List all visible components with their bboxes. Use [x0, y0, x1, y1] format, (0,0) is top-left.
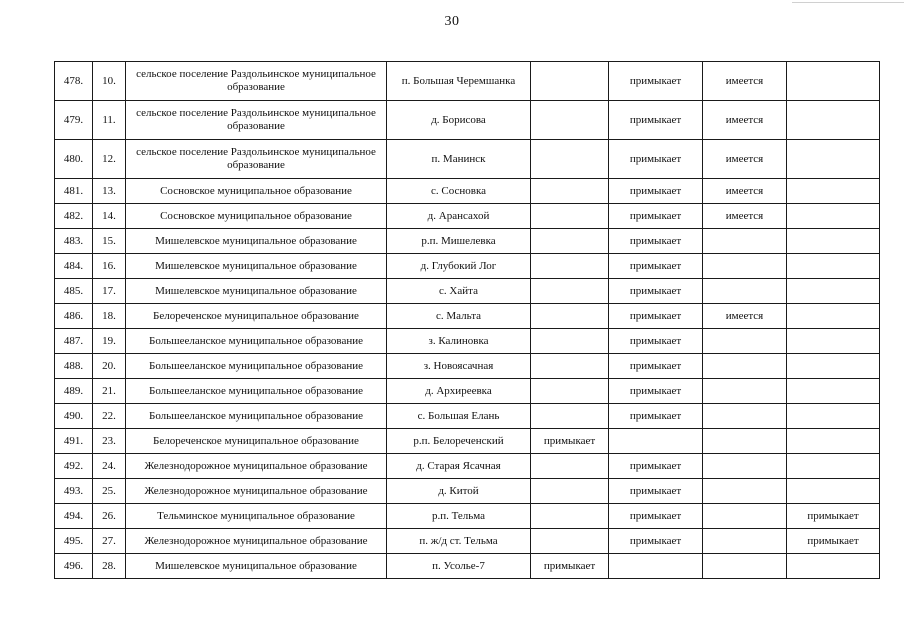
table-row — [55, 179, 880, 204]
settlement-cell: с. Мальта — [387, 304, 531, 329]
sub-number-cell: 17. — [93, 279, 126, 304]
availability-cell — [703, 354, 787, 379]
settlement-cell: с. Сосновка — [387, 179, 531, 204]
table-row — [55, 304, 880, 329]
adjacency-column-d-cell — [787, 554, 880, 579]
settlement-cell: п. Усолье-7 — [387, 554, 531, 579]
table-body — [55, 62, 880, 579]
row-number-cell: 478. — [55, 62, 93, 101]
adjacency-column-a-cell: примыкает — [531, 429, 609, 454]
table-row — [55, 204, 880, 229]
table-row — [55, 354, 880, 379]
sub-number-cell: 28. — [93, 554, 126, 579]
row-number-cell: 486. — [55, 304, 93, 329]
settlement-cell: п. Большая Черемшанка — [387, 62, 531, 101]
adjacency-column-b-cell: примыкает — [609, 254, 703, 279]
adjacency-column-a-cell — [531, 204, 609, 229]
row-number-cell: 481. — [55, 179, 93, 204]
adjacency-column-a-cell — [531, 254, 609, 279]
adjacency-column-b-cell: примыкает — [609, 379, 703, 404]
adjacency-column-a-cell — [531, 229, 609, 254]
sub-number-cell: 11. — [93, 101, 126, 140]
adjacency-column-b-cell — [609, 554, 703, 579]
municipality-cell: Большееланское муниципальное образование — [126, 404, 387, 429]
table-row — [55, 504, 880, 529]
sub-number-cell: 18. — [93, 304, 126, 329]
adjacency-column-d-cell — [787, 179, 880, 204]
adjacency-column-b-cell: примыкает — [609, 140, 703, 179]
adjacency-column-a-cell — [531, 379, 609, 404]
sub-number-cell: 13. — [93, 179, 126, 204]
adjacency-column-b-cell: примыкает — [609, 204, 703, 229]
scan-artifact — [792, 2, 904, 3]
adjacency-column-d-cell — [787, 279, 880, 304]
municipality-cell: Сосновское муниципальное образование — [126, 179, 387, 204]
sub-number-cell: 19. — [93, 329, 126, 354]
settlement-cell: р.п. Мишелевка — [387, 229, 531, 254]
municipality-cell: Большееланское муниципальное образование — [126, 379, 387, 404]
row-number-cell: 496. — [55, 554, 93, 579]
adjacency-column-a-cell — [531, 140, 609, 179]
row-number-cell: 490. — [55, 404, 93, 429]
sub-number-cell: 12. — [93, 140, 126, 179]
row-number-cell: 484. — [55, 254, 93, 279]
adjacency-column-a-cell — [531, 279, 609, 304]
municipality-cell: Железнодорожное муниципальное образование — [126, 454, 387, 479]
availability-cell — [703, 279, 787, 304]
adjacency-column-a-cell — [531, 504, 609, 529]
adjacency-column-b-cell: примыкает — [609, 304, 703, 329]
sub-number-cell: 20. — [93, 354, 126, 379]
table-row — [55, 554, 880, 579]
availability-cell — [703, 454, 787, 479]
settlement-cell: д. Старая Ясачная — [387, 454, 531, 479]
municipality-cell: Большееланское муниципальное образование — [126, 354, 387, 379]
availability-cell — [703, 529, 787, 554]
adjacency-column-d-cell — [787, 329, 880, 354]
table-row — [55, 140, 880, 179]
municipality-cell: Железнодорожное муниципальное образование — [126, 529, 387, 554]
municipality-cell: Мишелевское муниципальное образование — [126, 254, 387, 279]
adjacency-column-d-cell — [787, 454, 880, 479]
availability-cell: имеется — [703, 62, 787, 101]
table-row — [55, 329, 880, 354]
settlement-cell: с. Хайта — [387, 279, 531, 304]
adjacency-column-a-cell — [531, 101, 609, 140]
availability-cell: имеется — [703, 204, 787, 229]
adjacency-column-d-cell — [787, 304, 880, 329]
row-number-cell: 479. — [55, 101, 93, 140]
municipality-cell: сельское поселение Раздольинское муниципальное образование — [126, 62, 387, 101]
settlement-cell: д. Арансахой — [387, 204, 531, 229]
row-number-cell: 483. — [55, 229, 93, 254]
row-number-cell: 495. — [55, 529, 93, 554]
row-number-cell: 489. — [55, 379, 93, 404]
table-row — [55, 379, 880, 404]
table-row — [55, 429, 880, 454]
availability-cell — [703, 229, 787, 254]
settlement-cell: р.п. Тельма — [387, 504, 531, 529]
sub-number-cell: 25. — [93, 479, 126, 504]
row-number-cell: 488. — [55, 354, 93, 379]
settlement-cell: д. Китой — [387, 479, 531, 504]
availability-cell — [703, 554, 787, 579]
row-number-cell: 487. — [55, 329, 93, 354]
table-row — [55, 404, 880, 429]
adjacency-column-b-cell — [609, 429, 703, 454]
adjacency-column-d-cell — [787, 379, 880, 404]
adjacency-column-b-cell: примыкает — [609, 279, 703, 304]
availability-cell — [703, 329, 787, 354]
adjacency-column-d-cell — [787, 479, 880, 504]
table-row — [55, 254, 880, 279]
municipality-cell: сельское поселение Раздольинское муниципальное образование — [126, 101, 387, 140]
sub-number-cell: 10. — [93, 62, 126, 101]
adjacency-column-a-cell — [531, 179, 609, 204]
adjacency-column-d-cell: примыкает — [787, 529, 880, 554]
adjacency-column-a-cell — [531, 529, 609, 554]
table-row — [55, 479, 880, 504]
settlement-cell: з. Новоясачная — [387, 354, 531, 379]
availability-cell — [703, 479, 787, 504]
table-row — [55, 454, 880, 479]
settlement-cell: д. Глубокий Лог — [387, 254, 531, 279]
municipality-cell: Мишелевское муниципальное образование — [126, 279, 387, 304]
table-row — [55, 229, 880, 254]
availability-cell: имеется — [703, 304, 787, 329]
sub-number-cell: 23. — [93, 429, 126, 454]
table-row — [55, 529, 880, 554]
settlements-table — [54, 61, 880, 579]
adjacency-column-b-cell: примыкает — [609, 404, 703, 429]
municipality-cell: Большееланское муниципальное образование — [126, 329, 387, 354]
row-number-cell: 480. — [55, 140, 93, 179]
adjacency-column-b-cell: примыкает — [609, 529, 703, 554]
row-number-cell: 494. — [55, 504, 93, 529]
availability-cell: имеется — [703, 179, 787, 204]
adjacency-column-a-cell — [531, 329, 609, 354]
municipality-cell: сельское поселение Раздольинское муниципальное образование — [126, 140, 387, 179]
adjacency-column-d-cell — [787, 62, 880, 101]
table-row — [55, 101, 880, 140]
availability-cell — [703, 254, 787, 279]
adjacency-column-b-cell: примыкает — [609, 329, 703, 354]
row-number-cell: 485. — [55, 279, 93, 304]
availability-cell — [703, 379, 787, 404]
sub-number-cell: 15. — [93, 229, 126, 254]
adjacency-column-b-cell: примыкает — [609, 179, 703, 204]
adjacency-column-b-cell: примыкает — [609, 354, 703, 379]
adjacency-column-d-cell — [787, 140, 880, 179]
availability-cell — [703, 404, 787, 429]
row-number-cell: 493. — [55, 479, 93, 504]
municipality-cell: Мишелевское муниципальное образование — [126, 554, 387, 579]
adjacency-column-d-cell — [787, 229, 880, 254]
adjacency-column-b-cell: примыкает — [609, 62, 703, 101]
adjacency-column-d-cell — [787, 204, 880, 229]
availability-cell: имеется — [703, 101, 787, 140]
adjacency-column-a-cell — [531, 354, 609, 379]
municipality-cell: Тельминское муниципальное образование — [126, 504, 387, 529]
settlement-cell: п. ж/д ст. Тельма — [387, 529, 531, 554]
municipality-cell: Белореченское муниципальное образование — [126, 304, 387, 329]
settlement-cell: д. Борисова — [387, 101, 531, 140]
availability-cell: имеется — [703, 140, 787, 179]
adjacency-column-a-cell — [531, 404, 609, 429]
adjacency-column-b-cell: примыкает — [609, 101, 703, 140]
adjacency-column-d-cell: примыкает — [787, 504, 880, 529]
sub-number-cell: 16. — [93, 254, 126, 279]
row-number-cell: 492. — [55, 454, 93, 479]
adjacency-column-a-cell — [531, 454, 609, 479]
adjacency-column-a-cell — [531, 62, 609, 101]
municipality-cell: Мишелевское муниципальное образование — [126, 229, 387, 254]
sub-number-cell: 26. — [93, 504, 126, 529]
municipality-cell: Сосновское муниципальное образование — [126, 204, 387, 229]
settlement-cell: р.п. Белореченский — [387, 429, 531, 454]
adjacency-column-d-cell — [787, 429, 880, 454]
adjacency-column-a-cell — [531, 479, 609, 504]
municipality-cell: Белореченское муниципальное образование — [126, 429, 387, 454]
sub-number-cell: 24. — [93, 454, 126, 479]
row-number-cell: 482. — [55, 204, 93, 229]
adjacency-column-d-cell — [787, 354, 880, 379]
sub-number-cell: 27. — [93, 529, 126, 554]
adjacency-column-b-cell: примыкает — [609, 229, 703, 254]
row-number-cell: 491. — [55, 429, 93, 454]
settlement-cell: з. Калиновка — [387, 329, 531, 354]
adjacency-column-a-cell: примыкает — [531, 554, 609, 579]
sub-number-cell: 22. — [93, 404, 126, 429]
municipality-cell: Железнодорожное муниципальное образование — [126, 479, 387, 504]
adjacency-column-a-cell — [531, 304, 609, 329]
table-row — [55, 279, 880, 304]
sub-number-cell: 14. — [93, 204, 126, 229]
settlement-cell: с. Большая Елань — [387, 404, 531, 429]
availability-cell — [703, 429, 787, 454]
adjacency-column-d-cell — [787, 101, 880, 140]
adjacency-column-b-cell: примыкает — [609, 504, 703, 529]
adjacency-column-d-cell — [787, 404, 880, 429]
availability-cell — [703, 504, 787, 529]
page-number: 30 — [444, 14, 460, 29]
sub-number-cell: 21. — [93, 379, 126, 404]
adjacency-column-b-cell: примыкает — [609, 479, 703, 504]
settlement-cell: п. Манинск — [387, 140, 531, 179]
settlement-cell: д. Архиреевка — [387, 379, 531, 404]
adjacency-column-d-cell — [787, 254, 880, 279]
table-row — [55, 62, 880, 101]
adjacency-column-b-cell: примыкает — [609, 454, 703, 479]
